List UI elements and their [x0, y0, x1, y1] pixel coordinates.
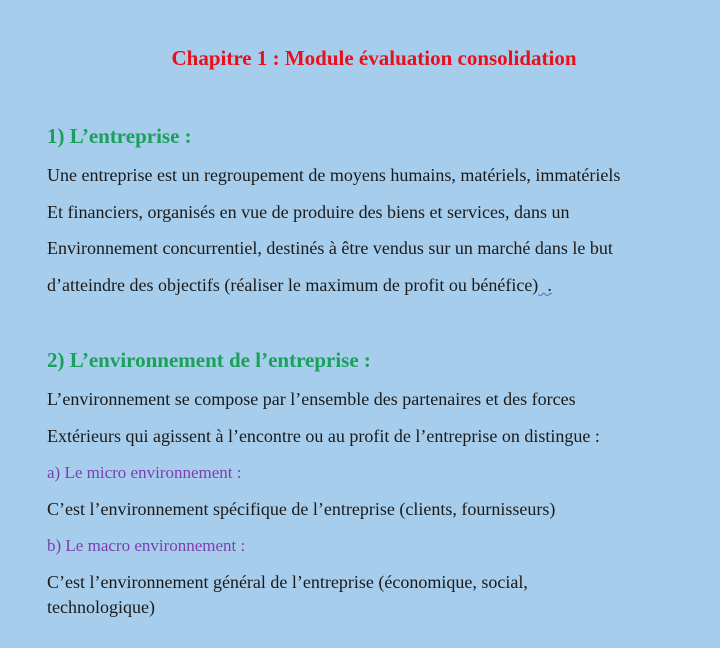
micro-environment-label: a) Le micro environnement : [47, 463, 242, 482]
micro-environment-text: C’est l’environnement spécifique de l’entreprise (clients, fournisseurs) [47, 499, 556, 519]
section-1-line-4 [47, 275, 552, 296]
macro-environment-text-line-2: technologique) [47, 597, 155, 617]
macro-environment-label: b) Le macro environnement : [47, 536, 246, 555]
macro-environment-text-line-1: C’est l’environnement général de l’entreprise (économique, social, [47, 572, 528, 592]
section-1-line-3: Environnement concurrentiel, destinés à être vendus sur un marché dans le but [47, 238, 613, 258]
section-1-line-4-text: d’atteindre des objectifs (réaliser le maximum de profit ou bénéfice) [47, 275, 539, 295]
section-2-intro-line-2: Extérieurs qui agissent à l’encontre ou au profit de l’entreprise on distingue : [47, 426, 600, 446]
spellcheck-marker: . [538, 275, 552, 295]
section-1-line-2: Et financiers, organisés en vue de produire des biens et services, dans un [47, 202, 570, 222]
section-2-heading: 2) L’environnement de l’entreprise : [47, 348, 371, 372]
section-1-heading: 1) L’entreprise : [47, 124, 192, 148]
section-2-intro-line-1: L’environnement se compose par l’ensemble des partenaires et des forces [47, 389, 576, 409]
section-1-line-1: Une entreprise est un regroupement de moyens humains, matériels, immatériels [47, 165, 621, 185]
page-title: Chapitre 1 : Module évaluation consolidation [171, 46, 577, 70]
